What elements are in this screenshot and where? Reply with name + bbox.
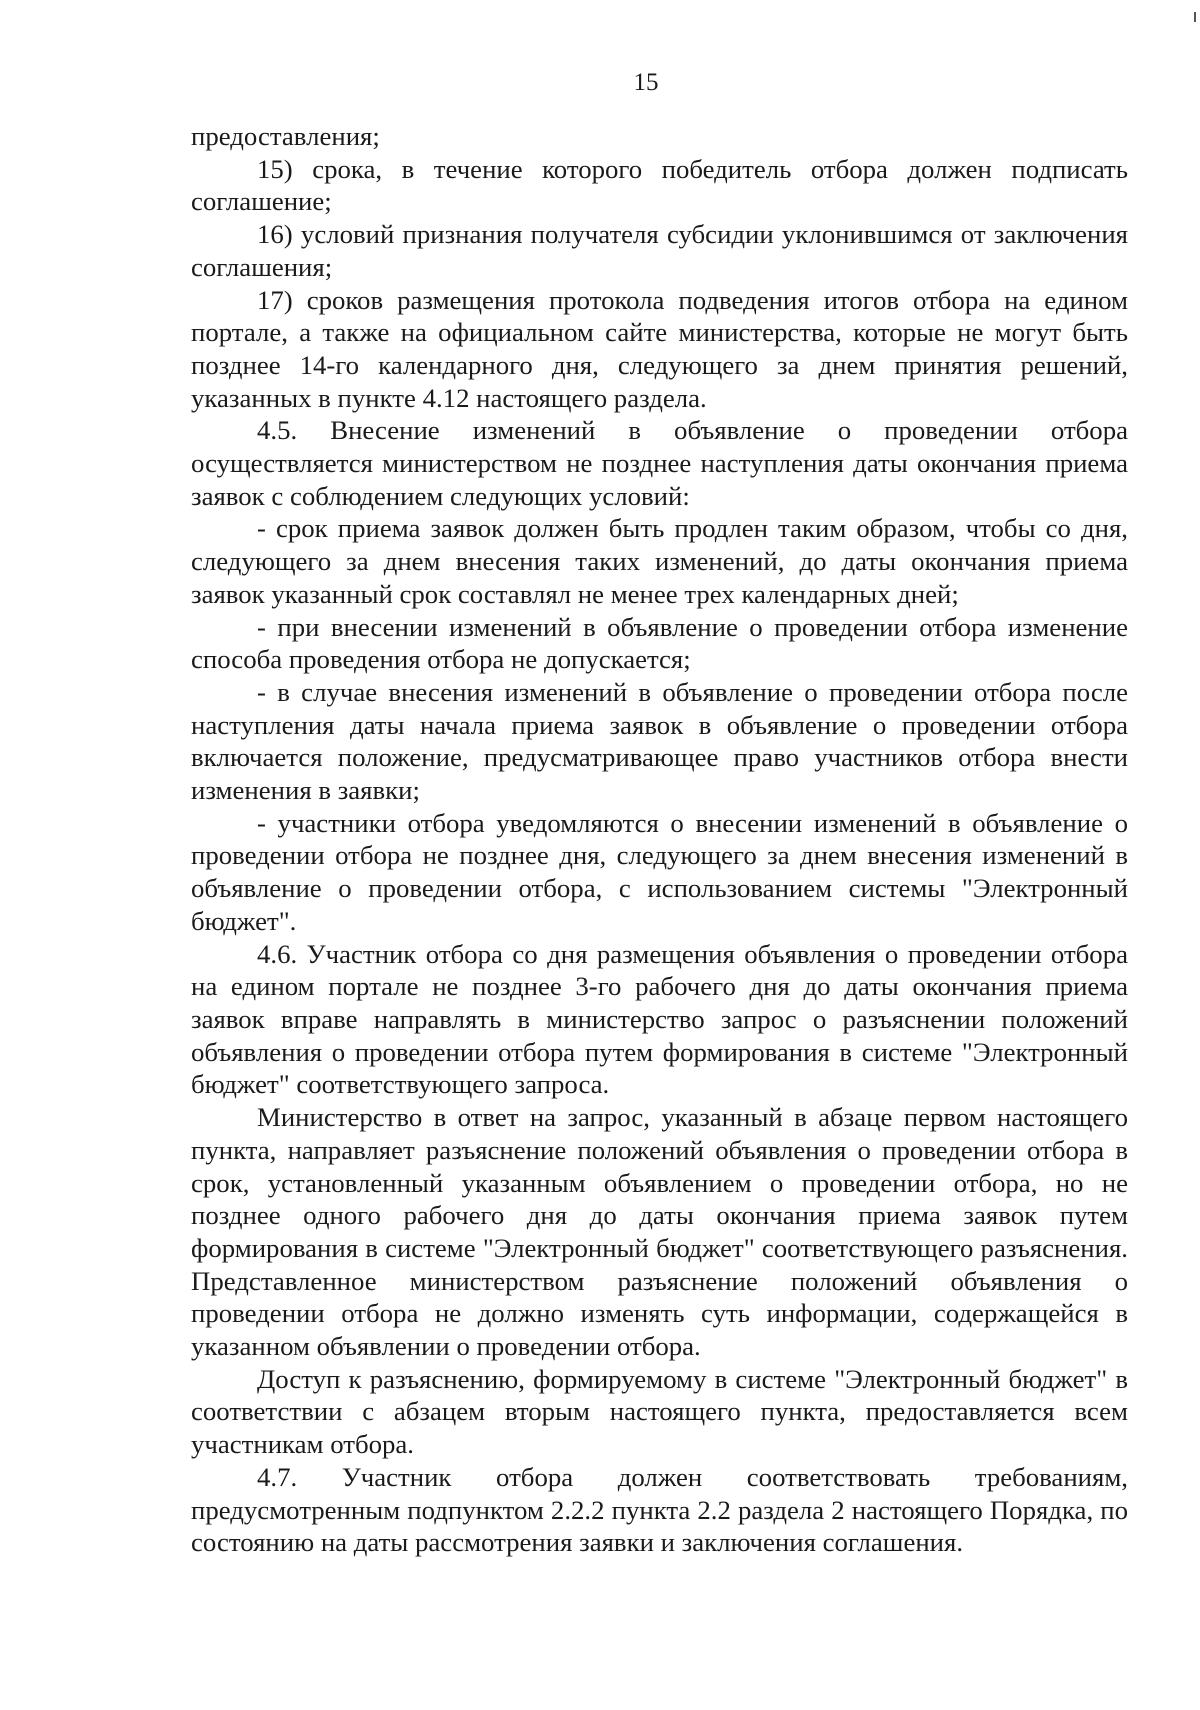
paragraph-p08: - в случае внесения изменений в объявление о проведении отбора после наступления даты начала приема заявок в объявление о проведении отбора включается положение, предусматривающее право участников отбора внести изменения в заявки; — [191, 676, 1128, 806]
paragraph-p12: Доступ к разъяснению, формируемому в системе "Электронный бюджет" в соответствии с абзацем вторым настоящего пункта, предоставляется всем участникам отбора. — [191, 1363, 1128, 1460]
paragraph-p02: 15) срока, в течение которого победитель отбора должен подписать соглашение; — [191, 153, 1128, 217]
paragraph-p01: предоставления; — [191, 121, 380, 151]
paragraph-p05: 4.5. Внесение изменений в объявление о проведении отбора осуществляется министерством не позднее наступления даты окончания приема заявок с соблюдением следующих условий: — [191, 415, 1128, 511]
paragraph-p10: 4.6. Участник отбора со дня размещения объявления о проведении отбора на едином портале не позднее 3-го рабочего дня до даты окончания приема заявок вправе направлять в министерство запрос о разъяснении положений объявления о проведении отбора путем формирования в системе "Электронный бюджет" соответствующего запроса. — [191, 938, 1128, 1100]
paragraph-p13: 4.7. Участник отбора должен соответствовать требованиям, предусмотренным подпунктом 2.2.2 пункта 2.2 раздела 2 настоящего Порядка, по состоянию на даты рассмотрения заявки и заключения соглашения. — [191, 1461, 1128, 1558]
paragraph-p06: - срок приема заявок должен быть продлен таким образом, чтобы со дня, следующего за днем внесения таких изменений, до даты окончания приема заявок указанный срок составлял не менее трех календарных дней; — [191, 513, 1128, 609]
paragraph-p07: - при внесении изменений в объявление о проведении отбора изменение способа проведения отбора не допускается; — [191, 611, 1128, 675]
paragraph-p09: - участники отбора уведомляются о внесении изменений в объявление о проведении отбора не позднее дня, следующего за днем внесения изменений в объявление о проведении отбора, с использованием системы "Электронный бюджет". — [191, 807, 1128, 936]
paragraph-p11: Министерство в ответ на запрос, указанный в абзаце первом настоящего пункта, направляет разъяснение положений объявления о проведении отбора в срок, установленный указанным объявлением о проведении отбора, но не позднее одного рабочего дня до даты окончания приема заявок путем формирования в системе "Электронный бюджет" соответствующего разъяснения. Представленное министерством разъяснение положений объявления о проведении отбора не должно изменять суть информации, содержащейся в указанном объявлении о проведении отбора. — [191, 1102, 1128, 1362]
document-body — [191, 120, 1128, 1559]
page-number: 15 — [633, 69, 659, 96]
paragraph-p03: 16) условий признания получателя субсидии уклонившимся от заключения соглашения; — [191, 219, 1128, 282]
scan-edge-mark — [1194, 12, 1196, 22]
paragraph-p04: 17) сроков размещения протокола подведения итогов отбора на едином портале, а также на официальном сайте министерства, которые не могут быть позднее 14-го календарного дня, следующего за днем принятия решений, указанных в пункте 4.12 настоящего раздела. — [191, 284, 1128, 413]
